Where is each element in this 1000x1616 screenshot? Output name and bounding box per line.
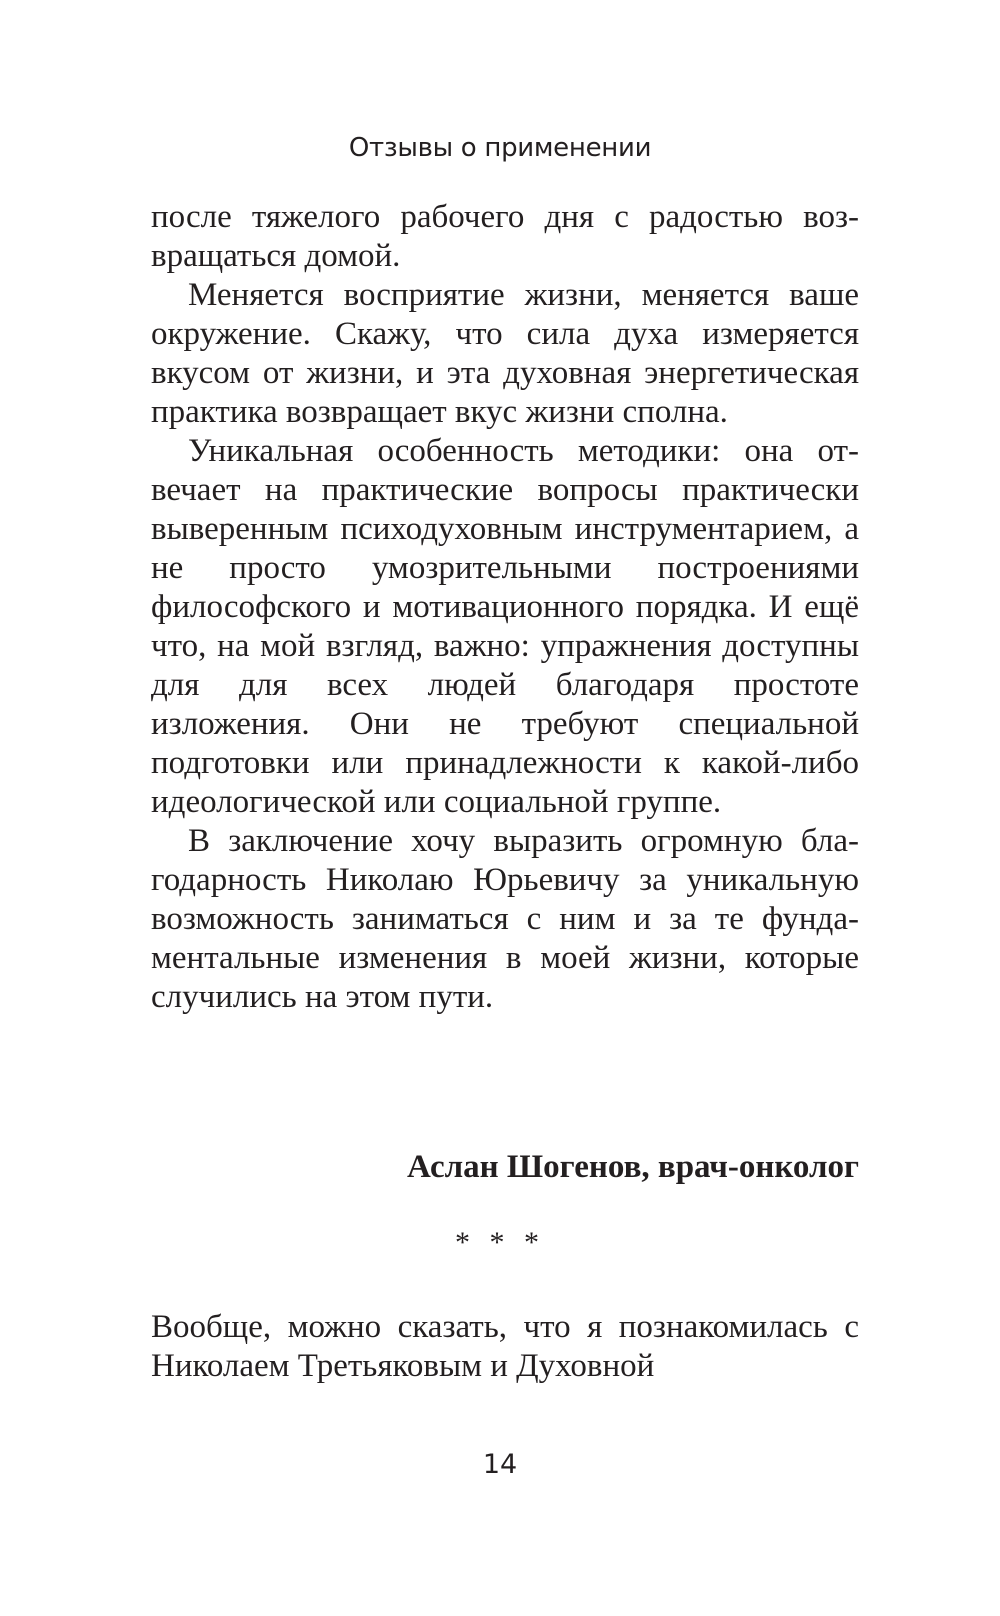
main-text: [151, 198, 859, 1017]
paragraph-continuation: после тяжелого рабочего дня с радостью возвращаться домой.: [151, 199, 859, 274]
running-header: Отзывы о применении: [348, 133, 652, 163]
next-section-text: [151, 1308, 859, 1386]
page-number: 14: [482, 1449, 518, 1480]
section-separator: * * *: [455, 1226, 545, 1259]
author-signature: Аслан Шогенов, врач-онколог: [407, 1149, 859, 1185]
paragraph: В заключение хочу выразить огромную благодарность Николаю Юрьевичу за уникальную возможность заниматься с ним и за те фундаментальные изменения в моей жизни, которые случились на этом пути.: [151, 823, 859, 1015]
paragraph: Меняется восприятие жизни, меняется ваше окружение. Скажу, что сила духа измеряется вкусом от жизни, и эта духовная энергетическая практика возвращает вкус жизни сполна.: [151, 277, 859, 430]
paragraph-start: Вообще, можно сказать, что я познакомилась с Николаем Третьяковым и Духовной: [151, 1309, 859, 1384]
paragraph: Уникальная особенность методики: она отвечает на практические вопросы практически выверенным психодуховным инструментарием, а не просто умозрительными построениями философского и мотивационного порядка. И ещё что, на мой взгляд, важно: упражнения доступны для для всех людей благодаря простоте изложения. Они не требуют специальной подготовки или принадлежности к какой-либо идеологической или социальной группе.: [151, 433, 859, 820]
